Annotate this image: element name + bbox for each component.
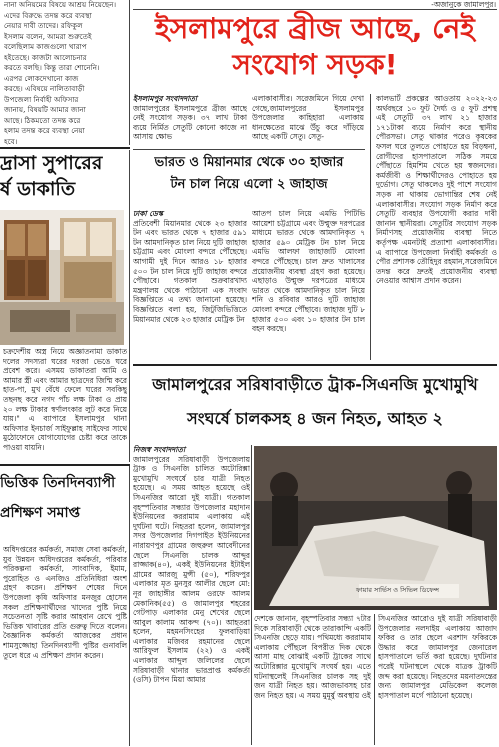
section-divider	[0, 464, 130, 466]
photo-caption: ফায়ার সার্ভিস ও সিভিল ডিফেন্স	[356, 586, 439, 594]
training-headline	[0, 468, 130, 538]
text-line: এরপর লোকদেখানো কাজ	[4, 73, 79, 83]
text-line: বলেছিলাম কাজগুলো খারাপ	[4, 42, 87, 51]
text-line: হবে।	[4, 136, 18, 146]
bridge-col3: কালভার্ট প্রকল্পের আওতায় ২০২২-২৩ অর্থবছরে ১০ ফুট দৈর্ঘ্য ও ৫ ফুট প্রশস্থ এই সেতুটি ৩৭ লাখ ২১ হাজার ১৭১টাকা ব্যয়ে নির্মাণ করে স্থানীয় পৌরসভা। সেতু থাকার পরেও কৃষকের ফসল ঘরে তুলতে পোহাতে হয় বিড়ম্বনা, রোগীদের হাসপাতালে সঠিক সময়ে পৌঁছাতে হিমশিম খেতে হয় স্বজনদের। কর্মজীবী ও শিক্ষার্থীদেরও পোহাতে হয় দুর্ভোগ। সেতু থাকলেও দুই পাশে সংযোগ সড়ক না থাকায় ভোগান্তির শেষ নেই এলাকাবাসীর। সংযোগ সড়ক নির্মাণ করে সেতুটি ব্যবহার উপযোগী করার দাবী জানান স্থানীয়রা। সেতুটির সংযোগ সড়ক নির্মাণসহ প্রয়োজনীয় ব্যবস্থা নিতে কর্তৃপক্ষ এমনটাই প্রত্যাশা এলাকাবাসীর। এ ব্যাপারে উপজেলা নির্বাহী কর্মকর্তা ও পৌর প্রশাসক তৌহিদুর রহমান,সরেজমিনে তদন্ত করে দ্রুতই প্রয়োজনীয় ব্যবস্থা নেওয়ার আশ্বাস প্রদান করেন।	[376, 94, 497, 286]
top-right-credit: -অজানুকে জামালপুর।	[431, 0, 496, 9]
accident-col3: সিএনজির আরোও দুই যাত্রী সরিষাবাড়ী উপজেলার নলদাইয় এলাকায় আজাদ ফকির ও তার ছেলে এরশাদ ফকিরকে উদ্ধার করে জামালপুর জেনারেল হাসপাতালে ভর্তি করা হয়েছে। দুর্ঘটনার পরেই ঘটনাস্থলে থেকে যাত্রক ট্রাকটি জব্দ করা হয়েছে। নিহতদের ময়নাতদন্তের জন্য জামালপুর মেডিকেল কলেজ হাসপাতাল মর্গে পাঠানো হয়েছে।	[378, 614, 497, 700]
accident-headline-line1: জামালপুরের সরিষাবাড়ীতে ট্রাক-সিএনজি মুখোমুখি	[152, 375, 478, 394]
rice-col1	[133, 209, 247, 361]
bridge-col1	[133, 94, 247, 146]
training-body: অধিদপ্তরের কর্মকর্তা, সমাজ সেবা কর্মকর্তা, যুব উন্নয়ন অধিদপ্তরের কর্মকর্তা, পরিবার পরিকল্পনা কর্মকর্তা, সাংবাদিক, ইমাম, পুরোহিত ও এনজিও প্রতিনিধিরা অংশ গ্রহণ করেন। প্রশিক্ষণ শেষের দিনে উপজেলা কৃষি অফিসার মনজুর হোসেন সকল প্রশিক্ষণার্থীদের খাদ্যের পুষ্টি নিয়ে সচেতনতা সৃষ্টি করার আহবান রেখে পুষ্টি ভিত্তিক খাবারের প্রতি গুরুত্ব দিতে বলেন। বৈজ্ঞানিক কর্মকর্তা আজকের প্রধান শামসুজ্জোহা তিনদিনব্যাপী পুষ্টির গুনাবলি তুলে ধরে এ প্রশিক্ষণ প্রদান করেন।	[3, 545, 127, 660]
bridge-headline-line1: ইসলামপুরে ব্রীজ আছে, নেই	[155, 12, 475, 45]
text-line: নেয়ার দাবী তাদের। রফিকুল	[4, 21, 83, 30]
section-divider	[133, 149, 365, 150]
training-headline-line2: প্রশিক্ষণ সমাপ্ত	[0, 505, 81, 521]
rice-headline-line2: টন চাল নিয়ে এলো ২ জাহাজ	[170, 177, 328, 192]
text-line: এদের বিরুদ্ধে তদন্ত করে ব্যবস্থা	[4, 10, 92, 20]
text-line: করছে। এবিষয়ে নালিতাবাড়ী	[4, 84, 85, 93]
accident-col1-text: জামালপুরের সরিষাবাড়ী উপজেলায় ট্রাক ও সিএনজি চালিত অটোরিক্সা মুখোমুখি সংঘর্ষে চার যাত্রী নিহত হয়েছে। এ সময় আহত হয়েছে ওই সিএনজির আরো দুই যাত্রী। গতকাল বৃহস্পতিবার সন্ধ্যার উপজেলার মহাদান ইউনিয়নের কররামাম এলাকায় এই দুর্ঘটনা ঘটে। নিহতরা হলেন, জামালপুর সদর উপজেলার দিগপাইত ইউনিয়নের নারায়ণপুর গ্রামের জহুরুল আবেদীনের ছেলে সিএনজি চালক আব্দুর রাজ্জাক(৪০), একই ইউনিয়নের ইটাইল গ্রামের আরজু মুন্সী (৫০), শরিফপুর এলাকার মৃত মুনসুর আলীর ছেলে মো: নূর জাহাঙ্গীর আলম ওরফে আলম মেকানিক(৫৫) ও জামালপুর শহরের গেটপাড় এলাকার মেনু শেখের ছেলে আবুল কালাম আকন্দ (৭০)। আহতরা হলেন, মহমনসিংহের ফুলবাড়িয়া এলাকার মজিবর রহমানের ছেলে আরিফুল ইসলাম (২২) ও একই এলাকার আব্দুল জলিলের ছেলে সরিষাবাড়ী থানার ভারপ্রাপ্ত কর্মকর্তা (ওসি) টাপন মিয়া আমার	[133, 454, 250, 685]
text-line: আছে। ঠিকমতো তদন্ত করে	[4, 115, 81, 125]
bridge-col1-text: জামালপুরের ইসলামপুরে ব্রীজ আছে নেই সংযোগ সড়ক। ৩৭ লাখ টাকা ব্যয়ে নির্মিত সেতুটি কোনো কাজে না আসায় ক্ষোভ	[133, 103, 247, 142]
bridge-dateline: ইসলামপুর সংবাদদাতা	[133, 94, 198, 103]
text-line: করতে বলছি। কিন্তু তারা শোনেনি।	[4, 63, 100, 72]
rice-headline-line1: ভারত ও মিয়ানমার থেকে ৩০ হাজার	[154, 155, 344, 170]
column-divider	[251, 445, 252, 745]
rice-col2: আতপ চাল নিয়ে এমভি পিটিভি আয়েশা চট্টগ্রামে এবং উন্মুক্ত দরপত্রের মাধ্যমে ভারত থেকে আমদানিকৃত ৭ হাজার ৫৯০ মেট্রিক টন চাল নিয়ে এমভি আলফা জাহাজটি মোংলা বন্দরে পৌঁছেছে। চাল দ্রুত খালাসের প্রয়োজনীয় ব্যবস্থা গ্রহণ করা হয়েছে। এছাড়াও উন্মুক্ত দরপত্রের মাধ্যমে ভারত থেকে আমদানিকৃত চাল নিয়ে শনি ও রবিবার আরও দুটি জাহাজ মোংলা বন্দরে পৌঁছাবে। জাহাজ দুটি ৮ হাজার ৫০০ এবং ১০ হাজার টন চাল বহন করছে।	[252, 209, 365, 334]
training-headline-line1: ভিত্তিক তিনদিনব্যাপী	[0, 475, 116, 491]
rice-headline	[133, 152, 365, 206]
text-line: নানা অনিয়মের বিষয়ে আশ্রয় নিয়েছেন।	[4, 0, 117, 9]
accident-photo	[254, 446, 497, 610]
madrasa-body: চক্রদেশীয় অস্ত্র নিয়ে অজ্ঞাতনামা ডাকাত দলের সদস্যরা ঘরের দরজা ভেঙে ঘরে প্রবেশ করে। এসময় ডাকাতরা আমি ও আমার স্ত্রী এবং আমার ছাত্রদের জিম্মি করে হাত-পা, মুখ বেঁধে ফেলে ঘরের সবকিছু তছনছ করে নগদ পাঁচ লক্ষ টাকা ও প্রায় ২০ লক্ষ টাকার স্বর্ণালংকার লুট করে নিয়ে যায়।" এ ব্যাপারে ইসলামপুর থানা অফিসার ইনচার্জ সাইফুল্লাহ সাইফের সাথে মুঠোফোনে যোগাযোগের চেষ্টা করে তাকে পাওয়া যায়নি।	[3, 347, 127, 452]
accident-headline	[133, 368, 497, 440]
rice-col1-text: প্রতিবেশী মিয়ানমার থেকে ২৩ হাজার টন এবং ভারত থেকে ৭ হাজার ৫৯১ টন আমদানিকৃত চাল নিয়ে দুটি জাহাজ চট্টগ্রাম এবং মোংলা বন্দরে পৌঁছেছে। আগামী দুই দিনে আরও ১৮ হাজার ৫০০ টন চাল নিয়ে দুটি জাহাজ বন্দরে পৌছাবে। গতকাল শুক্রবারখাদ্য মন্ত্রণালয় থেকে পাঠানো এক সংবাদ বিজ্ঞপ্তিতে এ তথ্য জানানো হয়েছে। বিজ্ঞপ্তিতে বলা হয়, জিটুজিভিত্তিতে মিয়ানমার থেকে ২৩ হাজার মেট্রিক টন	[133, 218, 247, 324]
madrasa-room-image	[0, 210, 124, 345]
text-line: হইতেছে। কাজটা আলোচনার	[4, 52, 87, 62]
accident-headline-line2: সংঘর্ষে চালকসহ ৪ জন নিহত, আহত ২	[187, 409, 443, 428]
column-divider	[374, 614, 375, 745]
madrasa-headline-line1: দ্রাসা সুপারের	[0, 152, 103, 174]
bridge-headline-line2: সংযোগ সড়ক!	[232, 48, 398, 81]
section-divider	[133, 9, 497, 10]
bridge-col2: এলাকাবাসীর। সরেজমিনে গিয়ে দেখা গেছে,জামালপুরের ইসলামপুর উপজেলার কাহিহারা এলাকায় ধানক্ষেতের মাঝে উঁচু করে দাঁড়িয়ে আছে একটি সেতু। সেতু-	[252, 94, 364, 142]
section-divider	[133, 364, 497, 366]
column-divider	[129, 0, 130, 145]
top-left-continuation	[4, 0, 127, 150]
madrasa-photo	[0, 210, 124, 345]
section-divider	[0, 147, 130, 149]
madrasa-headline	[0, 150, 130, 206]
accident-dateline: নিজস্ব সংবাদদাতা	[133, 445, 186, 454]
bridge-headline	[133, 11, 497, 89]
text-line: হলাম তদন্ত করে ব্যবস্থা নেয়া	[4, 126, 85, 135]
accident-col1	[133, 445, 250, 745]
text-line: ইসলাম বলেন, আমরা শুরুতেই	[4, 31, 92, 41]
text-line: জানায়, বিষয়টি আমার জানা	[4, 105, 86, 114]
column-divider	[129, 466, 130, 746]
accident-col2: দেশকে জানান, বৃহস্পতিবার সন্ধ্যা ৭টার দিকে সরিষাবাড়ী থেকে তারাকান্দি একটি সিএনজি ছেড়ে যায়। পথিমধ্যে কররামাম এলাকায় পৌঁছলে বিপরীত দিক থেকে আসা মাছ বোঝাই একটি ট্রাকের সাথে অটোরিক্সার মুখোমুখি সংঘর্ষ হয়। এতে ঘটনাস্থলেই সিএনজির চালক সহ দুই জন যাত্রী নিহত হয়। আজভাবসহ চার জন নিহত হয়। এ সময় মুমূর্ষু অবস্থায় ওই	[254, 614, 371, 700]
column-divider	[129, 150, 130, 462]
column-divider	[370, 94, 371, 360]
madrasa-headline-line2: র্ষ ডাকাতি	[0, 178, 76, 200]
rice-dateline: ঢাকা ডেস্ক	[133, 209, 163, 218]
text-line: উপজেলা নির্বাহী অফিসার	[4, 94, 79, 104]
